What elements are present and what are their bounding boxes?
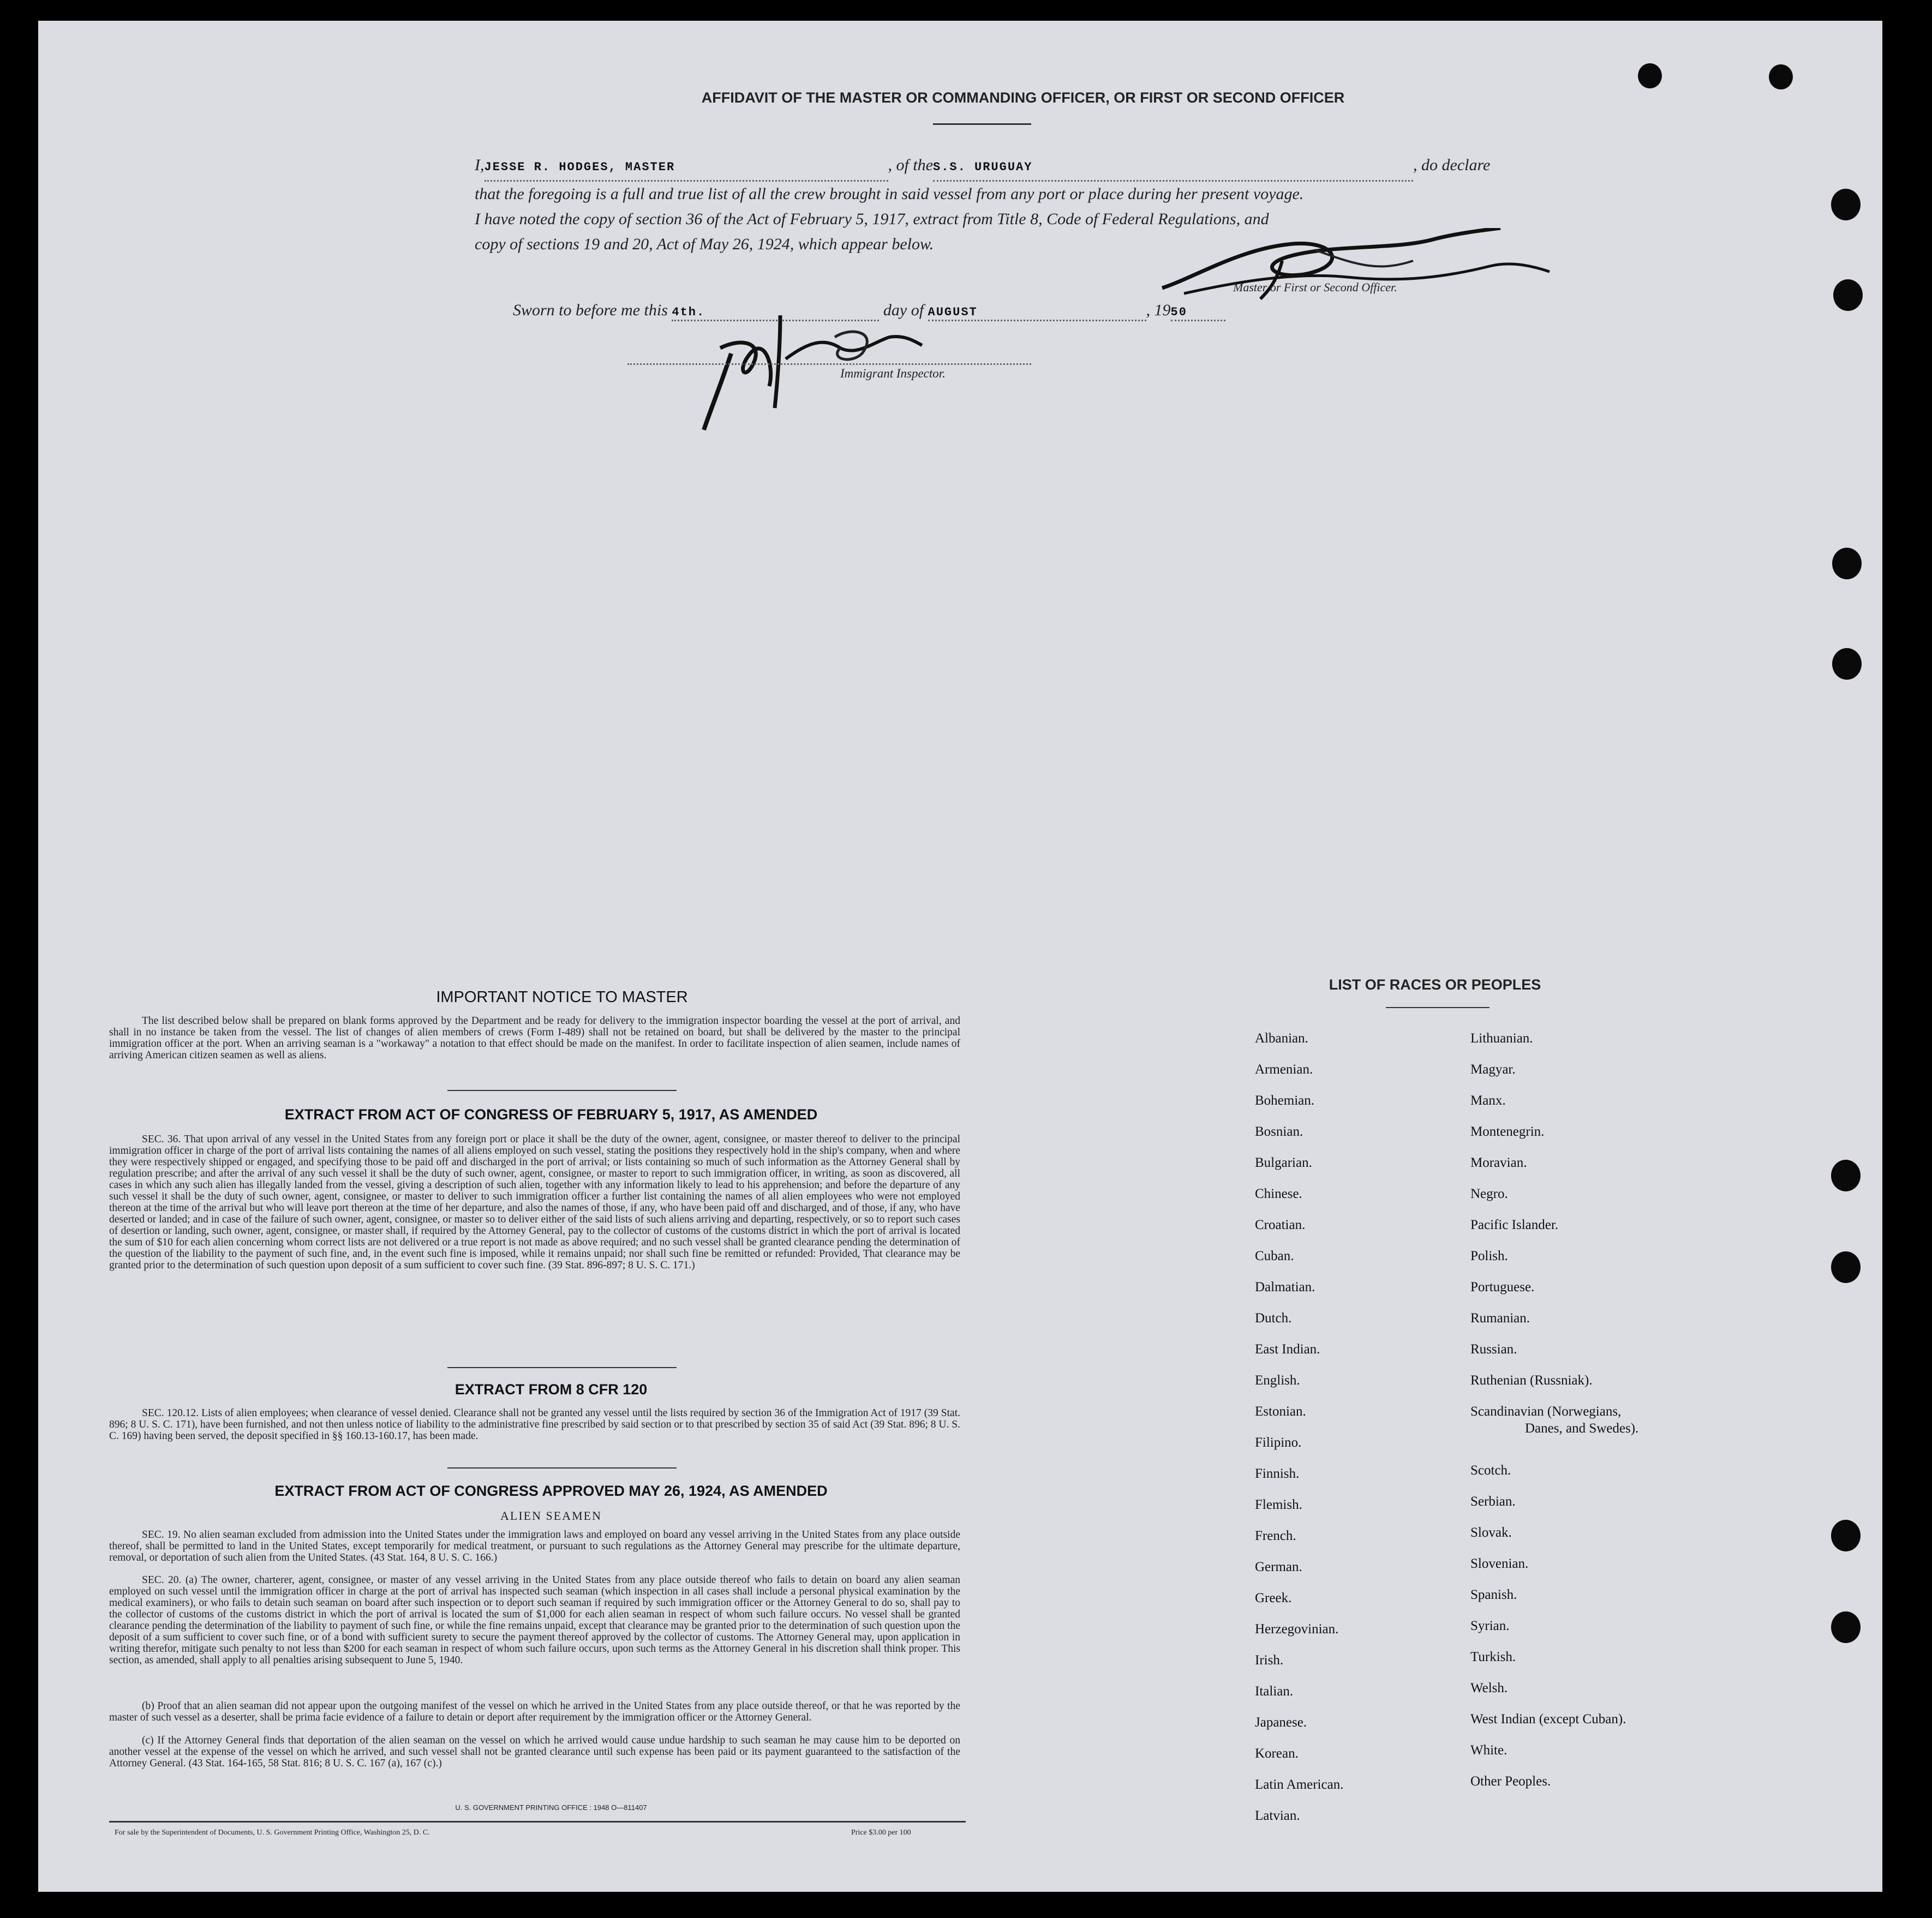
declarant-field (485, 153, 888, 182)
race-item: Negro. (1470, 1186, 1508, 1201)
race-item: Croatian. (1255, 1218, 1306, 1232)
race-item: Flemish. (1255, 1497, 1302, 1512)
extract-cfr-text: SEC. 120.12. Lists of alien employees; when clearance of vessel denied. Clearance shall not be granted any vessel until the lists required by section 36 of the Immigration Act of 1917 (39 Stat. 896; 8 U. S. C. 171), have been furnished, and not then unless notice of liability to the administrative fine prescribed by said section or to that prescribed by section 35 of said Act (39 Stat. 896; 8 U. S. C. 169) having been served, the deposit specified in §§ 160.13-160.17, has been made. (109, 1407, 960, 1442)
extract-1924-title: EXTRACT FROM ACT OF CONGRESS APPROVED MAY 26, 1924, AS AMENDED (274, 1483, 828, 1499)
notice-rule (447, 1090, 677, 1091)
inspector-label-text: Immigrant Inspector. (840, 367, 946, 380)
race-item: Polish. (1470, 1249, 1508, 1263)
race-item: Turkish. (1470, 1650, 1516, 1665)
race-item: Danes, and Swedes). (1525, 1421, 1639, 1436)
race-item: German. (1255, 1560, 1302, 1574)
race-item: Latvian. (1255, 1808, 1300, 1823)
notice-text: The list described below shall be prepared on blank forms approved by the Department and be ready for delivery to the immigration inspector boarding the vessel at the port of arrival, and shall in no instance be taken from the vessel. The list of changes of alien members of crews (Form I-489) shall not be retained on board, but shall be delivered by the master to the principal immigration officer at the port. When an arriving seaman is a "workaway" a notation to that effect should be made on the manifest. In order to facilitate inspection of alien seamen, include names of arriving American citizen seamen as well as aliens. (109, 1015, 960, 1061)
affidavit-line-2: that the foregoing is a full and true list of all the crew brought in said vessel from any port or place during her present voyage. (475, 185, 1304, 203)
race-item: Magyar. (1470, 1062, 1516, 1077)
race-item: Scotch. (1470, 1463, 1511, 1478)
vessel-name: S.S. URUGUAY (933, 160, 1033, 174)
race-item: Bosnian. (1255, 1124, 1303, 1139)
sworn-year-field (1171, 301, 1225, 321)
inspector-signature-line (627, 363, 1031, 365)
footer-rule (109, 1821, 966, 1823)
race-item: Slovak. (1470, 1525, 1512, 1541)
extract-1924-sec20a: SEC. 20. (a) The owner, charterer, agent, consignee, or master of any vessel arriving in the United States from any place outside thereof who fails to detain on board any alien seaman employed on such vessel until the immigration officer in charge at the port of arrival has inspected such seaman (which inspection in all cases shall include a personal physical examination by the medical examiners), or who fails to detain such seaman on board after such inspection or to deport such seaman if required by such immigration officer or the Attorney General to do so, shall pay to the collector of customs of the customs district in which the port of arrival is located the sum of $1,000 for each alien seaman in respect of whom such failure occurs. No vessel shall be granted clearance pending the determination of the liability to payment of such fine, or while the fine remains unpaid, except that clearance may be granted prior to the determination of such question upon the deposit of a sum sufficient to cover such fine, or of a bond with sufficient surety to secure the payment thereof approved by the collector of customs. The Attorney General may, upon application in writing therefor, mitigate such penalty to not less than $200 for each seaman in respect of whom such failure occurs, upon such terms as the Attorney General in his discretion shall think proper. This section, as amended, shall apply to all penalties arising subsequent to June 5, 1940. (109, 1574, 960, 1666)
race-item: Moravian. (1470, 1155, 1527, 1170)
races-rule (1386, 1007, 1490, 1008)
punch-hole (1831, 1160, 1861, 1191)
title-rule (933, 123, 1031, 125)
extract-1924-subtitle: ALIEN SEAMEN (500, 1509, 602, 1523)
extract-cfr-title: EXTRACT FROM 8 CFR 120 (454, 1381, 648, 1398)
races-title: LIST OF RACES OR PEOPLES (1329, 976, 1541, 993)
sworn-month: AUGUST (928, 305, 978, 319)
race-item: Estonian. (1255, 1404, 1306, 1419)
affidavit-line-3: I have noted the copy of section 36 of the Act of February 5, 1917, extract from Title 8, Code of Federal Regulations, and (475, 210, 1269, 228)
extract-1917-text: SEC. 36. That upon arrival of any vessel in the United States from any foreign port or place it shall be the duty of the owner, agent, consignee, or master thereof to deliver to the principal immigration officer in charge of the port of arrival lists containing the names of all aliens employed on such vessel, stating the positions they respectively hold in the ship's company, when and where they were respectively shipped or engaged, and specifying those to be paid off and discharged in the port of arrival; or lists containing so much of such information as the Attorney General shall by regulation prescribe; and after the arrival of any such vessel it shall be the duty of such owner, agent, consignee, or master to report to such immigration officer, in writing, as soon as discovered, all cases in which any such alien has illegally landed from the vessel, giving a description of such alien, together with any information likely to lead to his apprehension; and before the departure of any such vessel it shall be the duty of such owner, agent, consignee, or master to deliver to such immigration officer a further list containing the names of all alien employees who were not employed thereon at the time of the arrival but who will leave port thereon at the time of her departure, and also the names of those, if any, who have been paid off and discharged, and of those, if any, who have deserted or landed; and in case of the failure of such owner, agent, consignee, or master so to deliver either of the said lists of such aliens arriving and departing, respectively, or so to report such cases of desertion or landing, such owner, agent, consignee, or master shall, if required by the Attorney General, pay to the collector of customs of the customs district in which the port of arrival is located the sum of $10 for each alien concerning whom correct lists are not delivered or a true report is not made as above required; and no such vessel shall be granted clearance pending the determination of the question of the liability to the payment of such fine, and, in the event such fine is imposed, while it remains unpaid; nor shall such fine be remitted or refunded: Provided, That clearance may be granted prior to the determination of such question upon deposit of a sum sufficient to cover such fine. (39 Stat. 896-897; 8 U. S. C. 171.) (109, 1134, 960, 1271)
gpo-line: U. S. GOVERNMENT PRINTING OFFICE : 1948 O—811407 (455, 1803, 647, 1812)
race-item: Montenegrin. (1470, 1124, 1545, 1139)
race-item: Italian. (1255, 1684, 1294, 1699)
race-item: Other Peoples. (1470, 1774, 1551, 1789)
inspector-label (840, 367, 946, 381)
of-the-text: , of the (888, 156, 933, 174)
race-item: Armenian. (1255, 1062, 1313, 1077)
extract-1917-title: EXTRACT FROM ACT OF CONGRESS OF FEBRUARY 5, 1917, AS AMENDED (284, 1106, 818, 1123)
race-item: Korean. (1255, 1746, 1299, 1761)
day-of-text: day of (883, 301, 924, 319)
extract-1924-sec20c: (c) If the Attorney General finds that deportation of the alien seaman on the vessel on which he arrived would cause undue hardship to such seaman he may cause him to be deported on another vessel at the expense of the vessel on which he arrived, and such vessel shall not be granted clearance until such expense has been paid or its payment guaranteed to the satisfaction of the Attorney General. (43 Stat. 164-165, 58 Stat. 816; 8 U. S. C. 167 (a), 167 (c).) (109, 1735, 960, 1769)
race-item: Chinese. (1255, 1186, 1302, 1201)
footer-right: Price $3.00 per 100 (851, 1829, 911, 1837)
punch-hole (1832, 648, 1862, 680)
affidavit-title: AFFIDAVIT OF THE MASTER OR COMMANDING OFFICER, OR FIRST OR SECOND OFFICER (701, 89, 1345, 106)
race-item: Welsh. (1470, 1681, 1508, 1696)
do-declare-text: , do declare (1413, 156, 1491, 174)
race-item: Cuban. (1255, 1249, 1294, 1263)
race-item: Finnish. (1255, 1466, 1300, 1481)
sworn-day: 4th. (672, 305, 705, 319)
race-item: Syrian. (1470, 1619, 1510, 1634)
punch-hole (1638, 63, 1662, 88)
race-item: Manx. (1470, 1093, 1506, 1108)
punch-hole (1831, 189, 1861, 220)
year-prefix: , 19 (1146, 301, 1171, 319)
race-item: Irish. (1255, 1653, 1284, 1668)
race-item: West Indian (except Cuban). (1470, 1712, 1626, 1727)
race-item: East Indian. (1255, 1342, 1320, 1357)
vessel-field (933, 153, 1413, 182)
race-item: Greek. (1255, 1591, 1292, 1605)
race-item: Spanish. (1470, 1587, 1517, 1603)
sworn-month-field (928, 301, 1146, 321)
race-item: Latin American. (1255, 1777, 1344, 1792)
race-item: Slovenian. (1470, 1556, 1529, 1572)
punch-hole (1831, 1520, 1861, 1551)
declarant-line (475, 153, 1544, 182)
punch-hole (1832, 548, 1862, 579)
extract-1924-sec19: SEC. 19. No alien seaman excluded from admission into the United States under the immigration laws and employed on board any vessel arriving in the United States from any place outside thereof, shall be permitted to land in the United States, except temporarily for medical treatment, or pursuant to such regulations as the Attorney General may prescribe for the ultimate departure, removal, or deportation of such alien from the United States. (43 Stat. 164, 8 U. S. C. 166.) (109, 1529, 960, 1563)
race-item: Pacific Islander. (1470, 1218, 1559, 1232)
punch-hole (1831, 1251, 1861, 1283)
sworn-prefix: Sworn to before me this (513, 301, 668, 319)
race-item: Japanese. (1255, 1715, 1307, 1730)
affidavit-line-4: copy of sections 19 and 20, Act of May 26, 1924, which appear below. (475, 235, 934, 253)
manifest-page (38, 21, 1882, 1892)
race-item: White. (1470, 1743, 1508, 1758)
race-item: Albanian. (1255, 1031, 1308, 1046)
race-item: Herzegovinian. (1255, 1622, 1339, 1637)
extract-1917-rule (447, 1367, 677, 1368)
race-item: Rumanian. (1470, 1311, 1530, 1326)
extract-cfr-rule (447, 1467, 677, 1469)
notice-title: IMPORTANT NOTICE TO MASTER (436, 988, 688, 1006)
punch-hole (1833, 279, 1863, 311)
race-item: Bohemian. (1255, 1093, 1315, 1108)
master-name: JESSE R. HODGES, MASTER (484, 160, 675, 174)
officer-label-text: Master or First or Second Officer. (1233, 280, 1397, 294)
race-item: Portuguese. (1470, 1280, 1535, 1294)
race-item: Filipino. (1255, 1435, 1302, 1450)
punch-hole (1831, 1611, 1861, 1643)
punch-hole (1769, 64, 1793, 89)
race-item: Bulgarian. (1255, 1155, 1312, 1170)
race-item: French. (1255, 1529, 1296, 1543)
race-item: Ruthenian (Russniak). (1470, 1373, 1593, 1388)
race-item: Russian. (1470, 1342, 1517, 1357)
declarant-prefix: I, (475, 156, 485, 174)
race-item: Serbian. (1470, 1494, 1516, 1509)
officer-label (1233, 280, 1397, 295)
race-item: Dalmatian. (1255, 1280, 1315, 1294)
sworn-year: 50 (1170, 305, 1187, 319)
extract-1924-sec20b: (b) Proof that an alien seaman did not appear upon the outgoing manifest of the vessel on which he arrived in the United States from any place outside thereof, or that he was reported by the master of such vessel as a deserter, shall be prima facie evidence of a failure to detain or deport after requirement by the immigration officer or the Attorney General. (109, 1700, 960, 1723)
race-item: English. (1255, 1373, 1300, 1388)
race-item: Scandinavian (Norwegians, (1470, 1404, 1622, 1419)
footer-left: For sale by the Superintendent of Documents, U. S. Government Printing Office, Washington 25, D. C. (115, 1829, 430, 1837)
race-item: Lithuanian. (1470, 1031, 1533, 1046)
race-item: Dutch. (1255, 1311, 1292, 1326)
